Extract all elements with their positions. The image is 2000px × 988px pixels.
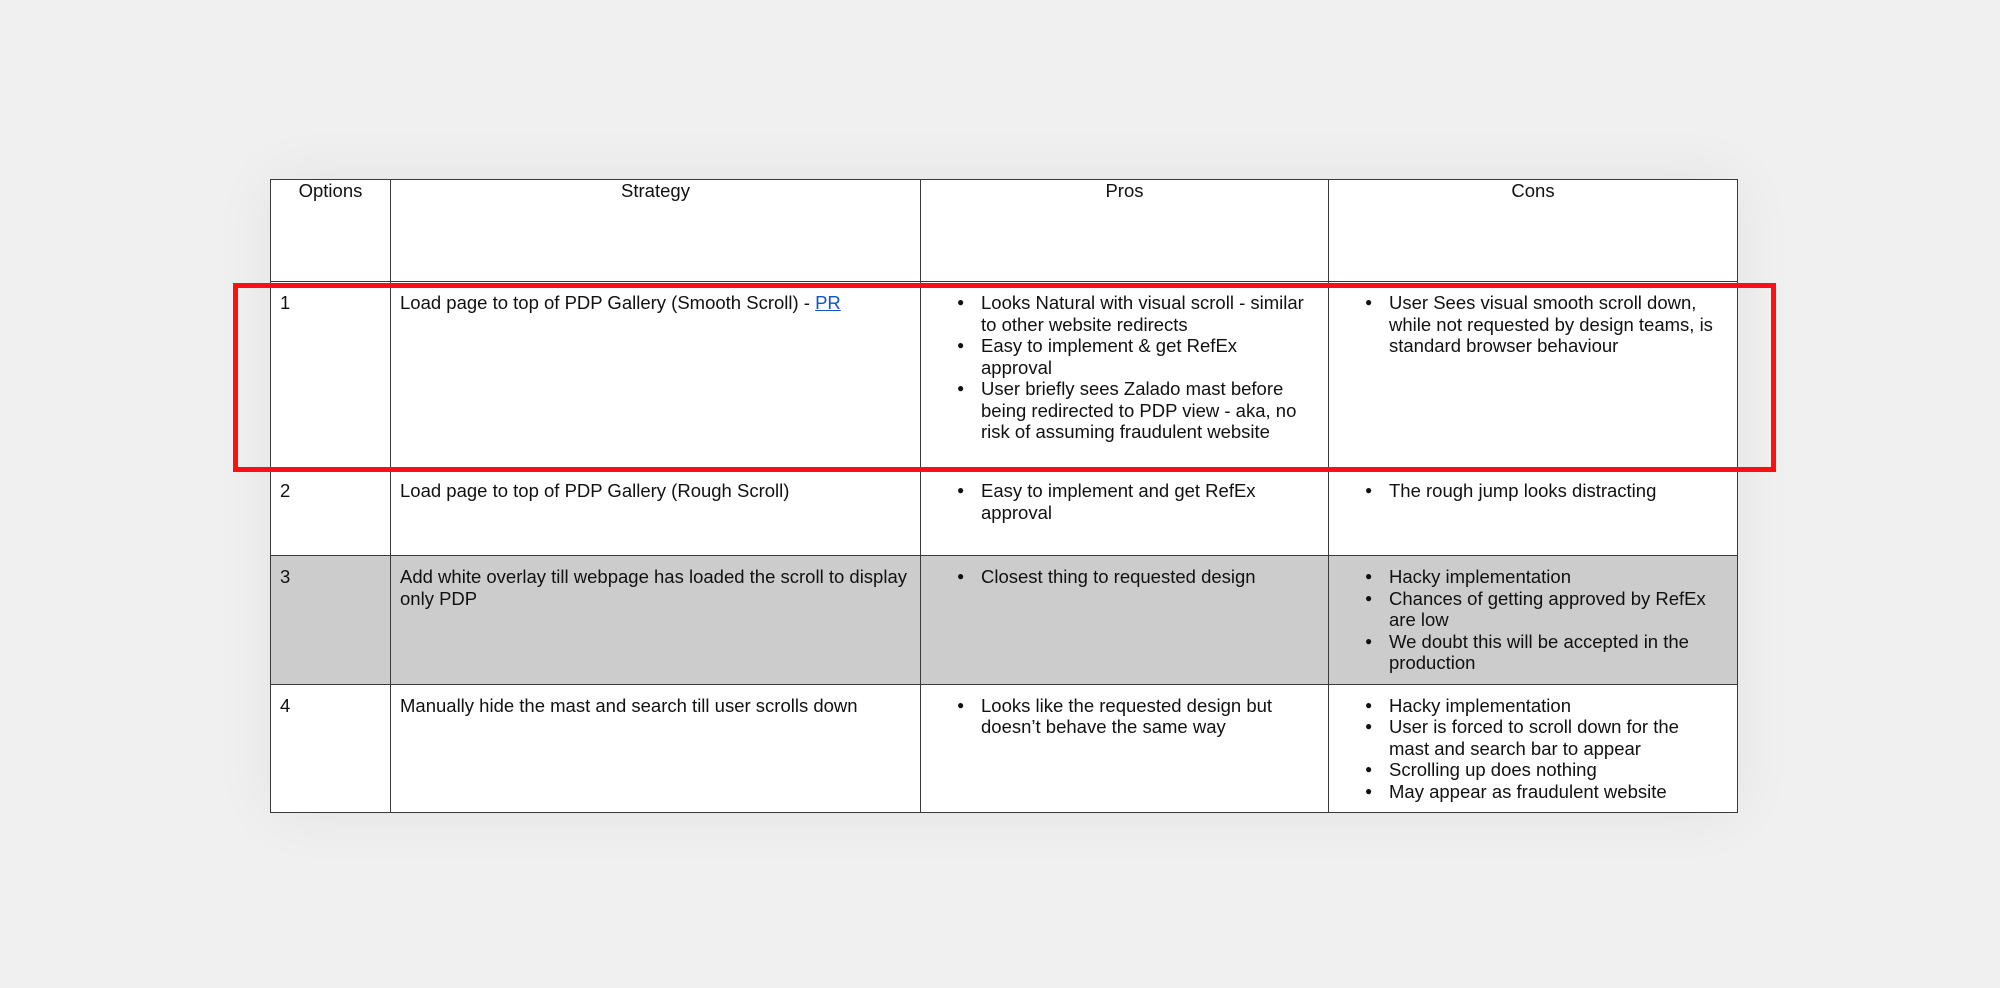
cons-content xyxy=(1329,470,1737,512)
strategy-text: Add white overlay till webpage has loaded the scroll to display only PDP xyxy=(400,566,907,609)
list-item: ● Closest thing to requested design xyxy=(921,566,1319,588)
cons-cell xyxy=(1329,556,1738,685)
cons-list xyxy=(1329,292,1728,357)
pros-list xyxy=(921,695,1319,738)
cons-cell xyxy=(1329,282,1738,470)
list-item: ● Chances of getting approved by RefEx are low xyxy=(1329,588,1728,631)
pros-cell xyxy=(921,282,1329,470)
option-cell xyxy=(271,282,391,470)
option-cell xyxy=(271,470,391,556)
pros-list xyxy=(921,292,1319,443)
pros-content xyxy=(921,470,1328,533)
list-item: ● Looks like the requested design but doesn’t behave the same way xyxy=(921,695,1319,738)
strategy-text: Load page to top of PDP Gallery (Rough Scroll) xyxy=(400,480,790,501)
list-item: ● Hacky implementation xyxy=(1329,695,1728,717)
cons-cell xyxy=(1329,684,1738,813)
table-row xyxy=(271,282,1738,470)
option-number: 1 xyxy=(280,292,291,313)
list-item: ● User Sees visual smooth scroll down, while not requested by design teams, is standard browser behaviour xyxy=(1329,292,1728,357)
cons-list xyxy=(1329,695,1728,803)
strategy-label: Load page to top of PDP Gallery (Smooth Scroll) - xyxy=(400,292,816,313)
strategy-cell xyxy=(391,684,921,813)
list-item: ● May appear as fraudulent website xyxy=(1329,781,1728,803)
table-header-row xyxy=(271,180,1738,282)
option-cell xyxy=(271,556,391,685)
list-item: ● Scrolling up does nothing xyxy=(1329,759,1728,781)
list-item: ● User briefly sees Zalado mast before being redirected to PDP view - aka, no risk of assuming fraudulent website xyxy=(921,378,1319,443)
pros-content xyxy=(921,685,1328,748)
strategy-cell xyxy=(391,282,921,470)
cons-cell xyxy=(1329,470,1738,556)
pros-cell xyxy=(921,470,1329,556)
header-pros: Pros xyxy=(921,180,1329,282)
list-item: ● Looks Natural with visual scroll - similar to other website redirects xyxy=(921,292,1319,335)
option-cell xyxy=(271,684,391,813)
option-number: 4 xyxy=(280,694,291,716)
pros-list xyxy=(921,480,1319,523)
header-strategy: Strategy xyxy=(391,180,921,282)
option-number: 3 xyxy=(280,566,291,587)
pros-content xyxy=(921,282,1328,453)
pros-list xyxy=(921,566,1319,588)
table-row xyxy=(271,684,1738,813)
option-number: 2 xyxy=(280,480,291,501)
cons-list xyxy=(1329,566,1728,674)
cons-content xyxy=(1329,556,1737,684)
strategy-cell xyxy=(391,470,921,556)
strategy-cell xyxy=(391,556,921,685)
list-item: ● Easy to implement and get RefEx approval xyxy=(921,480,1319,523)
pr-link[interactable]: PR xyxy=(815,292,841,313)
strategy-table-container xyxy=(270,179,1737,813)
list-item: ● Easy to implement & get RefEx approval xyxy=(921,335,1319,378)
pros-cell xyxy=(921,684,1329,813)
cons-content xyxy=(1329,685,1737,813)
table-row xyxy=(271,470,1738,556)
list-item: ● The rough jump looks distracting xyxy=(1329,480,1728,502)
pros-cell xyxy=(921,556,1329,685)
pros-content xyxy=(921,556,1328,598)
list-item: ● We doubt this will be accepted in the production xyxy=(1329,631,1728,674)
list-item: ● Hacky implementation xyxy=(1329,566,1728,588)
strategy-text: Manually hide the mast and search till user scrolls down xyxy=(400,694,858,716)
list-item: ● User is forced to scroll down for the mast and search bar to appear xyxy=(1329,716,1728,759)
table-row xyxy=(271,556,1738,685)
strategy-text xyxy=(391,282,920,324)
cons-content xyxy=(1329,282,1737,367)
header-options: Options xyxy=(271,180,391,282)
cons-list xyxy=(1329,480,1728,502)
header-cons: Cons xyxy=(1329,180,1738,282)
strategy-comparison-table xyxy=(270,179,1738,813)
